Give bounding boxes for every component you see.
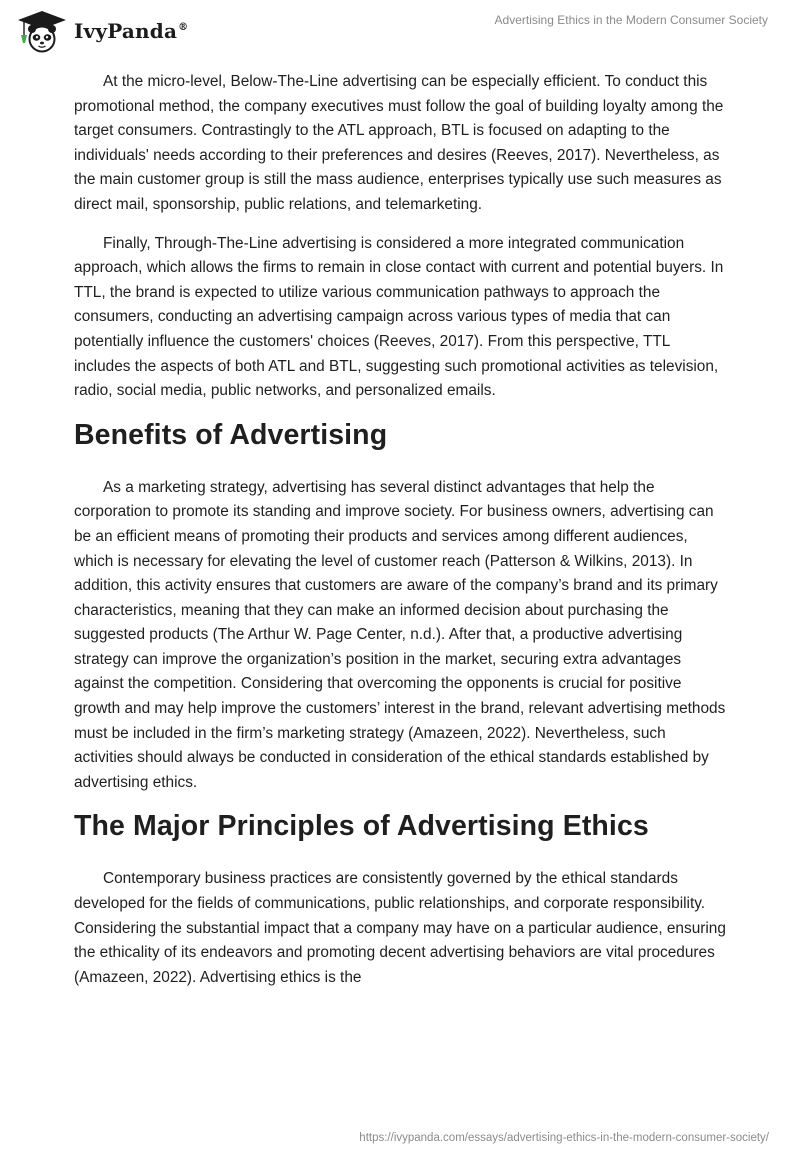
essay-content [74, 70, 726, 1004]
page-header [0, 0, 800, 62]
paragraph-ttl: Finally, Through-The-Line advertising is considered a more integrated communication approach, which allows the firms to remain in close contact with current and potential buyers. In TTL, the brand is expected to utilize various communication pathways to approach the consumers, conducting an advertising campaign across various types of media that can potentially influence the customers' choices (Reeves, 2017). From this perspective, TTL includes the aspects of both ATL and BTL, suggesting such promotional activities as television, radio, social media, public networks, and personalized emails. [74, 234, 724, 400]
paragraph-principles: Contemporary business practices are consistently governed by the ethical standards developed for the fields of communications, public relationships, and corporate responsibility. Considering the substantial impact that a company may have on a particular audience, ensuring the ethicality of its endeavors and promoting decent advertising behaviors are vital procedures (Amazeen, 2022). Advertising ethics is the [74, 870, 726, 986]
panda-graduate-icon [14, 9, 70, 53]
paragraph-btl: At the micro-level, Below-The-Line advertising can be especially efficient. To conduct this promotional method, the company executives must follow the goal of building loyalty among the target consumers. Contrastingly to the ATL approach, BTL is focused on adapting to the individuals' needs according to their preferences and desires (Reeves, 2017). Nevertheless, as the main customer group is still the mass audience, enterprises typically use such measures as direct mail, sponsorship, public relations, and telemarketing. [74, 73, 724, 213]
brand-name: IvyPanda® [74, 19, 189, 43]
heading-benefits: Benefits of Advertising [74, 418, 388, 451]
heading-principles: The Major Principles of Advertising Ethics [74, 810, 649, 843]
registered-mark: ® [178, 22, 189, 34]
document-title: Advertising Ethics in the Modern Consumer Society [494, 13, 768, 27]
paragraph-benefits: As a marketing strategy, advertising has several distinct advantages that help the corporation to promote its standing and improve society. For business owners, advertising can be an efficient means of promoting their products and services among different audiences, which is necessary for elevating the level of customer reach (Patterson & Wilkins, 2013). In addition, this activity ensures that customers are aware of the company’s brand and its primary characteristics, meaning that they can make an informed decision about purchasing the suggested products (The Arthur W. Page Center, n.d.). After that, a productive advertising strategy can improve the organization’s position in the market, securing extra advantages against the competition. Considering that overcoming the opponents is crucial for positive growth and may help improve the customers’ interest in the brand, relevant advertising methods must be included in the firm’s marketing strategy (Amazeen, 2022). Nevertheless, such activities should always be conducted in consideration of the ethical standards established by advertising ethics. [74, 478, 726, 791]
source-url[interactable]: https://ivypanda.com/essays/advertising-ethics-in-the-modern-consumer-society/ [359, 1132, 769, 1144]
ivypanda-logo[interactable] [14, 8, 204, 54]
